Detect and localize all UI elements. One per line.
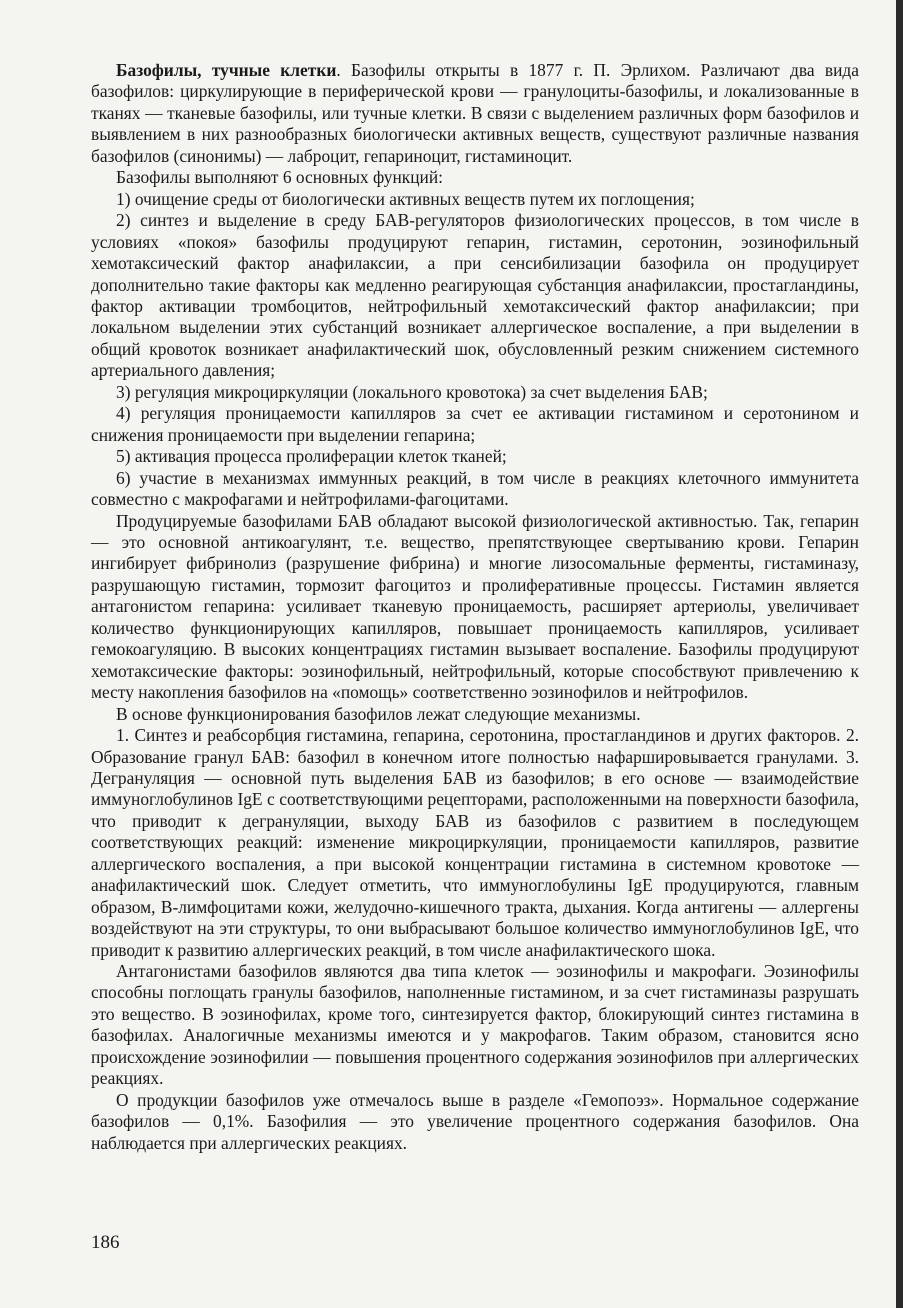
function-item-5: 5) активация процесса пролиферации клеток тканей; [116,446,507,467]
paragraph-mechanisms-intro: В основе функционирования базофилов лежат следующие механизмы. [116,703,641,724]
page-number: 186 [91,1232,120,1253]
scan-page-edge [896,0,903,1308]
body-text [91,60,859,1154]
functions-intro: Базофилы выполняют 6 основных функций: [116,167,443,188]
paragraph-bav-activity: Продуцируемые базофилами БАВ обладают высокой физиологической активностью. Так, гепарин — это основной антикоагулянт, т.е. вещество, препятствующее свертыванию крови. Гепарин ингибирует фибринолиз (разрушение фибрина) и многие лизосомальные ферменты, гистаминазу, разрушающую гистамин, тормозит фагоцитоз и пролиферативные процессы. Гистамин является антагонистом гепарина: усиливает тканевую проницаемость, расширяет артериолы, увеличивает количество функционирующих капилляров, повышает проницаемость капилляров, усиливает гемокоагуляцию. В высоких концентрациях гистамин вызывает воспаление. Базофилы продуцируют хемотаксические факторы: эозинофильный, нейтрофильный, которые способствуют привлечению к месту накопления базофилов на «помощь» соответственно эозинофилов и нейтрофилов. [91,510,859,703]
function-item-6: 6) участие в механизмах иммунных реакций, в том числе в реакциях клеточного иммунитета совместно с макрофагами и нейтрофилами-фагоцитами. [91,467,859,510]
paragraph-production: О продукции базофилов уже отмечалось выше в разделе «Гемопоэз». Нормальное содержание базофилов — 0,1%. Базофилия — это увеличение процентного содержания базофилов. Она наблюдается при аллергических реакциях. [91,1089,859,1153]
function-item-2: 2) синтез и выделение в среду БАВ-регуляторов физиологических процессов, в том числе в условиях «покоя» базофилы продуцируют гепарин, гистамин, серотонин, эозинофильный хемотаксический фактор анафилаксии, а при сенсибилизации базофила он продуцирует дополнительно такие факторы как медленно реагирующая субстанция анафилаксии, простагландины, фактор активации тромбоцитов, нейтрофильный хемотаксический фактор анафилаксии; при локальном выделении этих субстанций возникает аллергическое воспаление, а при выделении в общий кровоток возникает анафилактический шок, обусловленный резким снижением системного артериального давления; [91,210,859,381]
paragraph-antagonists: Антагонистами базофилов являются два типа клеток — эозинофилы и макрофаги. Эозинофилы способны поглощать гранулы базофилов, наполненные гистамином, и за счет гистаминазы разрушать это вещество. В эозинофилах, кроме того, синтезируется фактор, блокирующий синтез гистамина в базофилах. Аналогичные механизмы имеются и у макрофагов. Таким образом, становится ясно происхождение эозинофилии — повышения процентного содержания эозинофилов при аллергических реакциях. [91,961,859,1089]
intro-text: . Базофилы открыты в 1877 г. П. Эрлихом. Различают два вида базофилов: циркулирующие в периферической крови — гранулоциты-базофилы, и локализованные в тканях — тканевые базофилы, или тучные клетки. В связи с выделением различных форм базофилов и выявлением в них разнообразных биологически активных веществ, существуют различные названия базофилов (синонимы) — лаброцит, гепариноцит, гистаминоцит. [91,60,859,166]
function-item-3: 3) регуляция микроциркуляции (локального кровотока) за счет выделения БАВ; [116,381,708,402]
section-heading: Базофилы, тучные клетки [116,60,337,80]
function-item-4: 4) регуляция проницаемости капилляров за счет ее активации гистамином и серотонином и снижения проницаемости при выделении гепарина; [91,403,859,445]
function-item-1: 1) очищение среды от биологически активных веществ путем их поглощения; [116,188,695,209]
intro-paragraph [91,60,859,167]
paragraph-mechanisms: 1. Синтез и реабсорбция гистамина, гепарина, серотонина, простагландинов и других факторов. 2. Образование гранул БАВ: базофил в конечном итоге полностью нафаршировывается гранулами. 3. Дегрануляция — основной путь выделения БАВ из базофилов; в его основе — взаимодействие иммуноглобулинов IgE с соответствующими рецепторами, расположенными на поверхности базофила, что приводит к дегрануляции, выходу БАВ из базофилов с развитием в последующем соответствующих реакций: изменение микроциркуляции, проницаемости капилляров, развитие аллергического воспаления, а при высокой концентрации гистамина в системном кровотоке — анафилактический шок. Следует отметить, что иммуноглобулины IgE продуцируются, главным образом, В-лимфоцитами кожи, желудочно-кишечного тракта, дыхания. Когда антигены — аллергены воздействуют на эти структуры, то они выбрасывают большое количество иммуноглобулинов IgE, что приводит к развитию аллергических реакций, в том числе анафилактического шока. [91,725,859,960]
